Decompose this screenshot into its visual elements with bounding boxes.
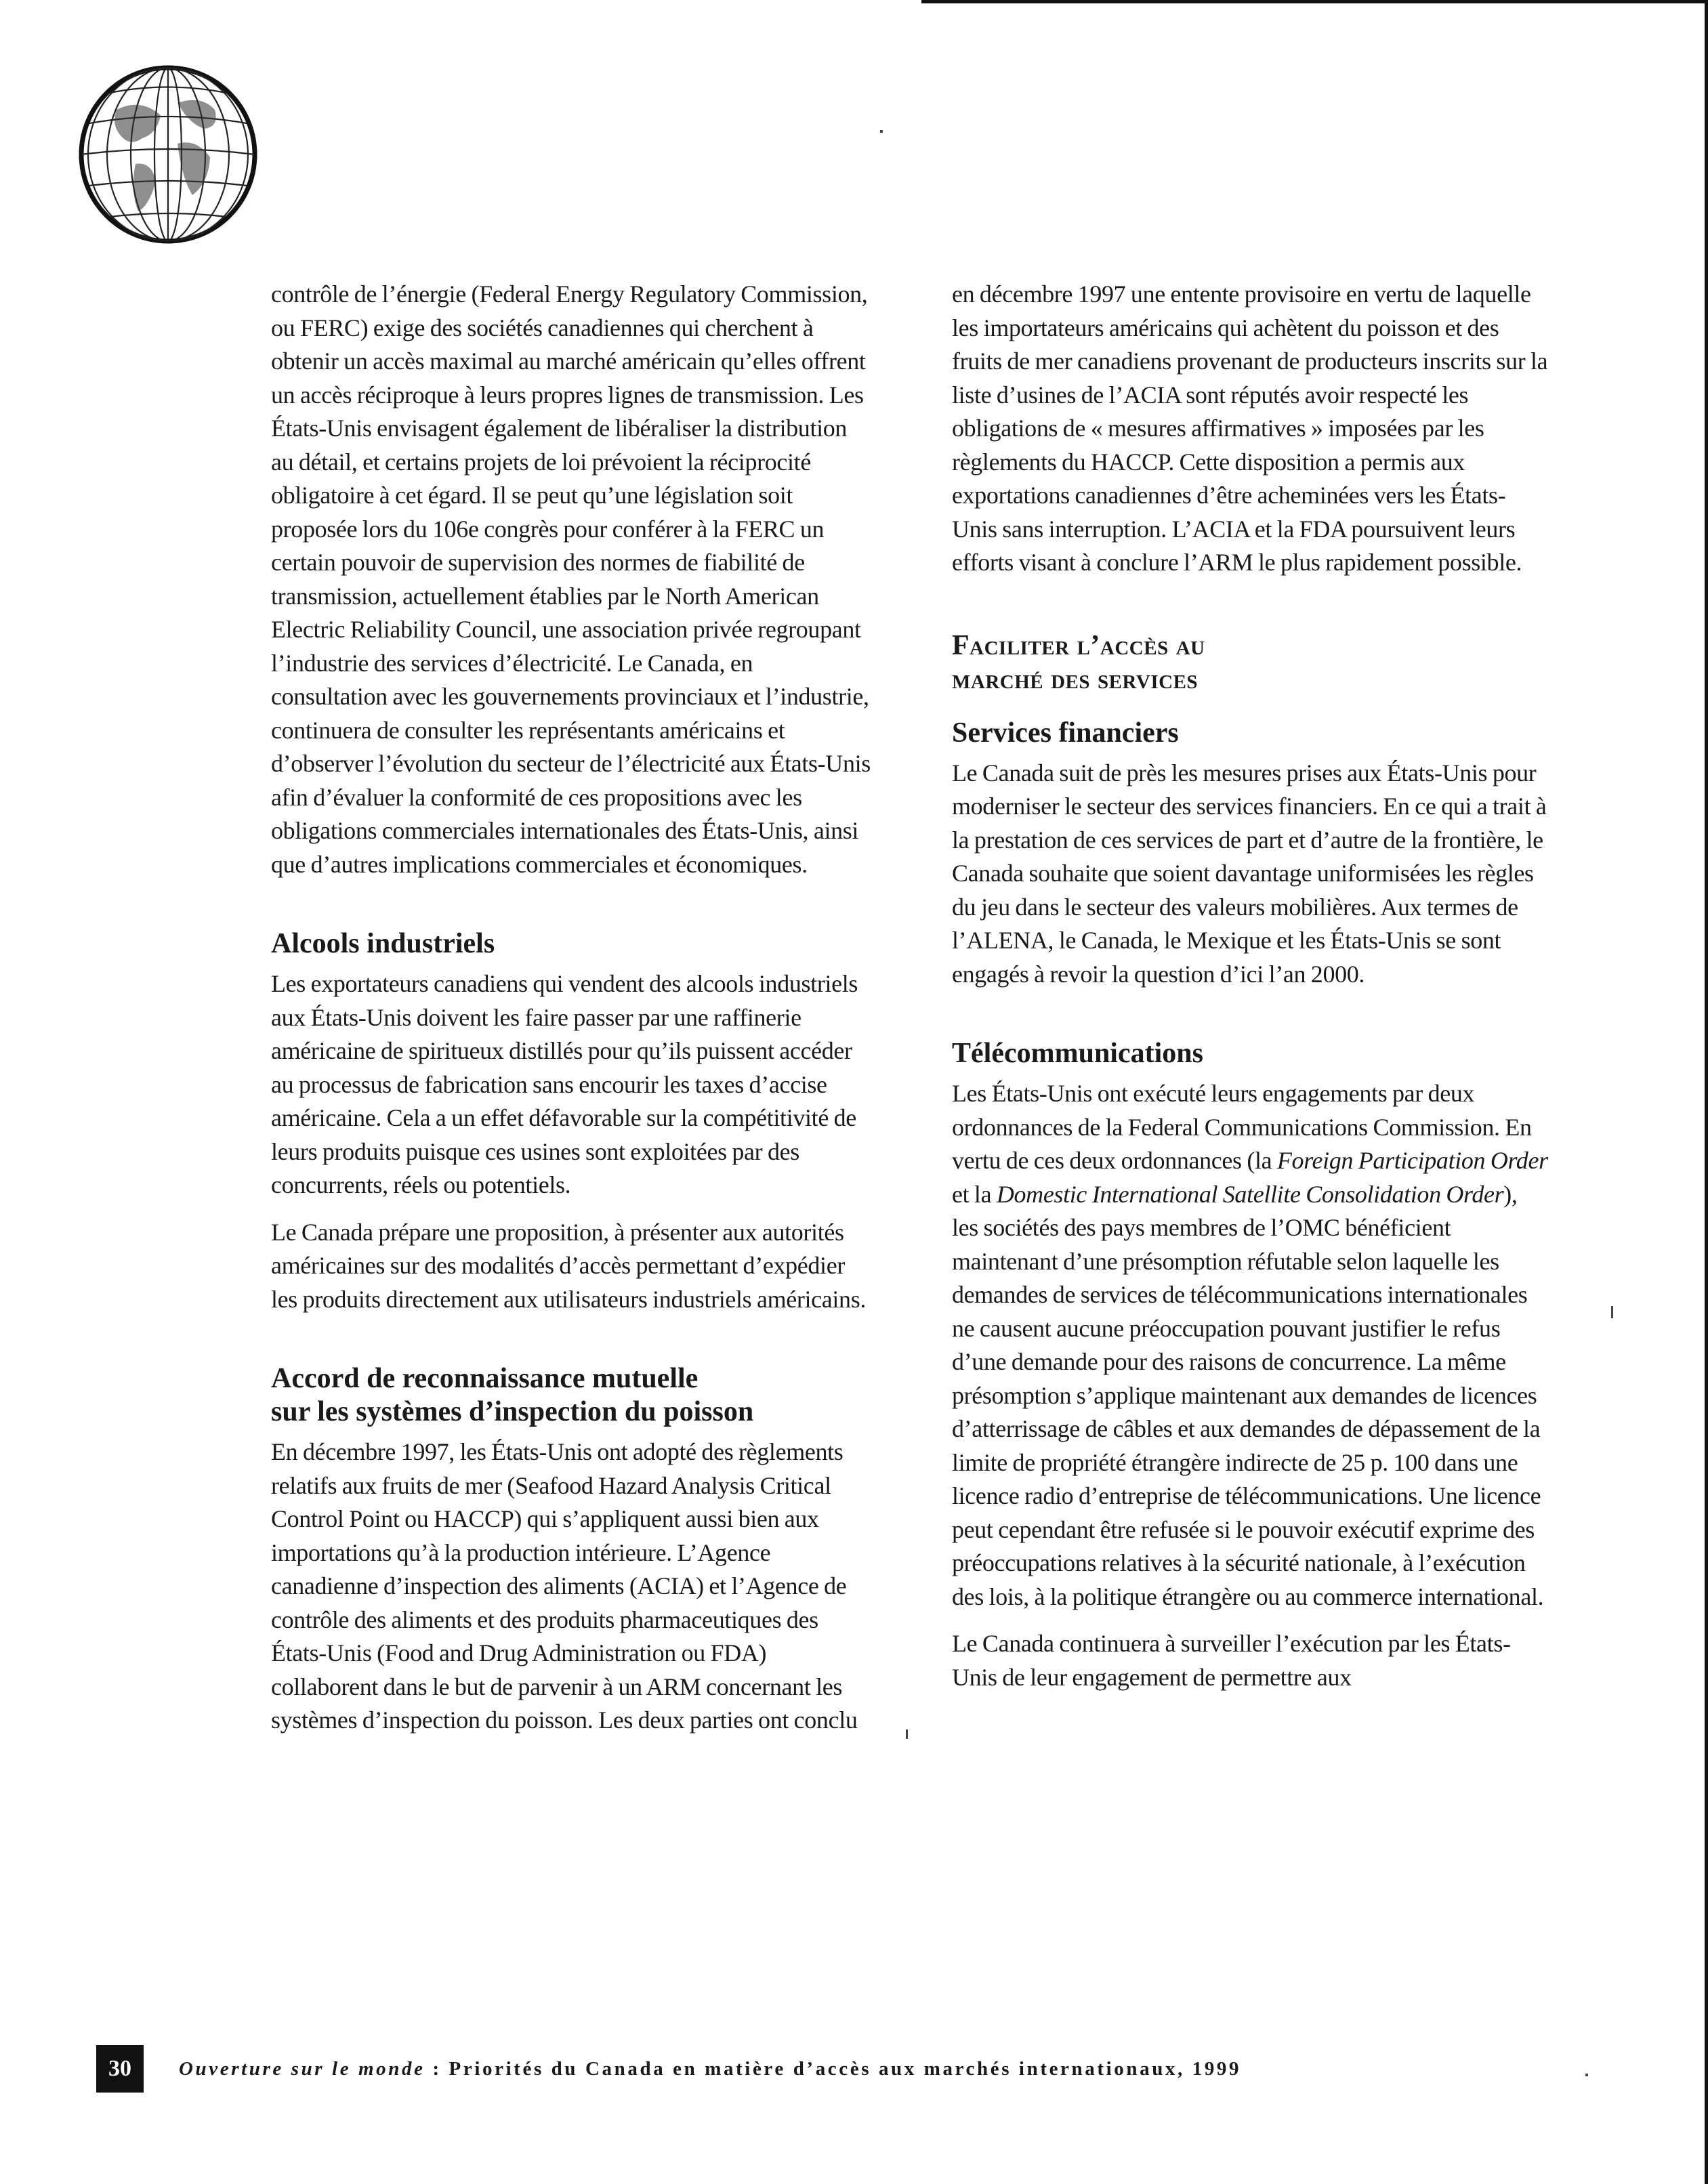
- page-footer: [96, 2045, 1241, 2093]
- telecom-text-a: Les États-Unis ont exécuté leurs engagements par deux ordonnances de la Federal Communications Commission. En vertu de ces deux ordonnances (la: [952, 1080, 1532, 1174]
- telecom-text-c: ), les sociétés des pays membres de l’OMC bénéficient maintenant d’une présomption réfutable selon laquelle les demandes de services de télécommunications internationales ne causent aucune préoccupation pouvant justifier le refus d’une demande pour des raisons de concurrence. La même présomption s’applique maintenant aux demandes de licences d’atterrissage de câbles et aux demandes de dépassement de la limite de propriété étrangère indirecte de 25 p. 100 dans une licence radio d’entreprise de télécommunications. Une licence peut cependant être refusée si le pouvoir exécutif exprime des préoccupations relatives à la sécurité nationale, à l’exécution des lois, à la politique étrangère ou au commerce international.: [952, 1180, 1544, 1610]
- paragraph-accord-1: En décembre 1997, les États-Unis ont adopté des règlements relatifs aux fruits de mer (Seafood Hazard Analysis Critical Control Point ou HACCP) qui s’appliquent aussi bien aux importations qu’à la production intérieure. L’Agence canadienne d’inspection des aliments (ACIA) et l’Agence de contrôle des aliments et des produits pharmaceutiques des États-Unis (Food and Drug Administration ou FDA) collaborent dans le but de parvenir à un ARM concernant les systèmes d’inspection du poisson. Les deux parties ont conclu: [271, 1438, 858, 1734]
- heading-accord-reconnaissance: [271, 1362, 874, 1429]
- heading-accord-line-1: Accord de reconnaissance mutuelle: [271, 1363, 699, 1394]
- scan-edge-top: [921, 0, 1708, 3]
- paragraph-electricity: contrôle de l’énergie (Federal Energy Regulatory Commission, ou FERC) exige des sociétés canadiennes qui cherchent à obtenir un accès maximal au marché américain qu’elles offrent un accès réciproque à leurs propres lignes de transmission. Les États-Unis envisagent également de libéraliser la distribution au détail, et certains projets de loi prévoient la réciprocité obligatoire à cet égard. Il se peut qu’une législation soit proposée lors du 106e congrès pour conférer à la FERC un certain pouvoir de supervision des normes de fiabilité de transmission, actuellement établies par le North American Electric Reliability Council, une association privée regroupant l’industrie des services d’électricité. Le Canada, en consultation avec les gouvernements provinciaux et l’industrie, continuera de consulter les représentants américains et d’observer l’évolution du secteur de l’électricité aux États-Unis afin d’évaluer la conformité de ces propositions avec les obligations commerciales internationales des États-Unis, ainsi que d’autres implications commerciales et économiques.: [271, 280, 871, 878]
- heading-accord-line-2: sur les systèmes d’inspection du poisson: [271, 1396, 754, 1427]
- telecom-order-2: Domestic International Satellite Consolidation Order: [996, 1180, 1504, 1208]
- scan-speck: [906, 1729, 908, 1739]
- heading-telecommunications: Télécommunications: [952, 1038, 1203, 1069]
- paragraph-services-financiers: Le Canada suit de près les mesures prises aux États-Unis pour moderniser le secteur des services financiers. En ce qui a trait à la prestation de ces services de part et d’autre de la frontière, le Canada souhaite que soient davantage uniformisées les règles du jeu dans le secteur des valeurs mobilières. Aux termes de l’ALENA, le Canada, le Mexique et les États-Unis se sont engagés à revoir la question d’ici l’an 2000.: [952, 759, 1547, 988]
- paragraph-telecom-1: [952, 1077, 1548, 1614]
- scan-speck: [1585, 2074, 1588, 2076]
- scan-edge-right: [1705, 0, 1708, 2184]
- right-column: [952, 278, 1548, 1694]
- heading-alcools-industriels: Alcools industriels: [271, 928, 495, 959]
- left-column: [271, 278, 874, 1738]
- scan-speck: [880, 130, 883, 133]
- paragraph-accord-continued: en décembre 1997 une entente provisoire en vertu de laquelle les importateurs américains qui achètent du poisson et des fruits de mer canadiens provenant de producteurs inscrits sur la liste d’usines de l’ACIA sont réputés avoir respecté les obligations de « mesures affirmatives » imposées par les règlements du HACCP. Cette disposition a permis aux exportations canadiennes d’être acheminées vers les États-Unis sans interruption. L’ACIA et la FDA poursuivent leurs efforts visant à conclure l’ARM le plus rapidement possible.: [952, 280, 1548, 576]
- heading-services-financiers: Services financiers: [952, 717, 1179, 749]
- telecom-order-1: Foreign Participation Order: [1276, 1147, 1548, 1174]
- running-title-rest: : Priorités du Canada en matière d’accès aux marchés internationaux, 1999: [425, 2057, 1242, 2080]
- telecom-text-b: et la: [952, 1180, 997, 1208]
- page-number: 30: [96, 2045, 144, 2093]
- running-title: [179, 2058, 1241, 2080]
- paragraph-telecom-2: Le Canada continuera à surveiller l’exécution par les États-Unis de leur engagement de permettre aux: [952, 1630, 1511, 1691]
- scan-speck: [1611, 1306, 1613, 1318]
- paragraph-alcools-2: Le Canada prépare une proposition, à présenter aux autorités américaines sur des modalités d’accès permettant d’expédier les produits directement aux utilisateurs industriels américains.: [271, 1218, 867, 1313]
- running-title-italic: Ouverture sur le monde: [179, 2057, 425, 2080]
- section-heading-line-1: Faciliter l’accès au: [952, 629, 1205, 661]
- paragraph-alcools-1: Les exportateurs canadiens qui vendent des alcools industriels aux États-Unis doivent les faire passer par une raffinerie américaine de spiritueux distillés pour qu’ils puissent accéder au processus de fabrication sans encourir les taxes d’accise américaine. Cela a un effet défavorable sur la compétitivité de leurs produits puisque ces usines sont exploitées par des concurrents, réels ou potentiels.: [271, 970, 858, 1198]
- section-heading-services: [952, 629, 1548, 696]
- section-heading-line-2: marché des services: [952, 663, 1199, 695]
- globe-icon: [76, 62, 260, 247]
